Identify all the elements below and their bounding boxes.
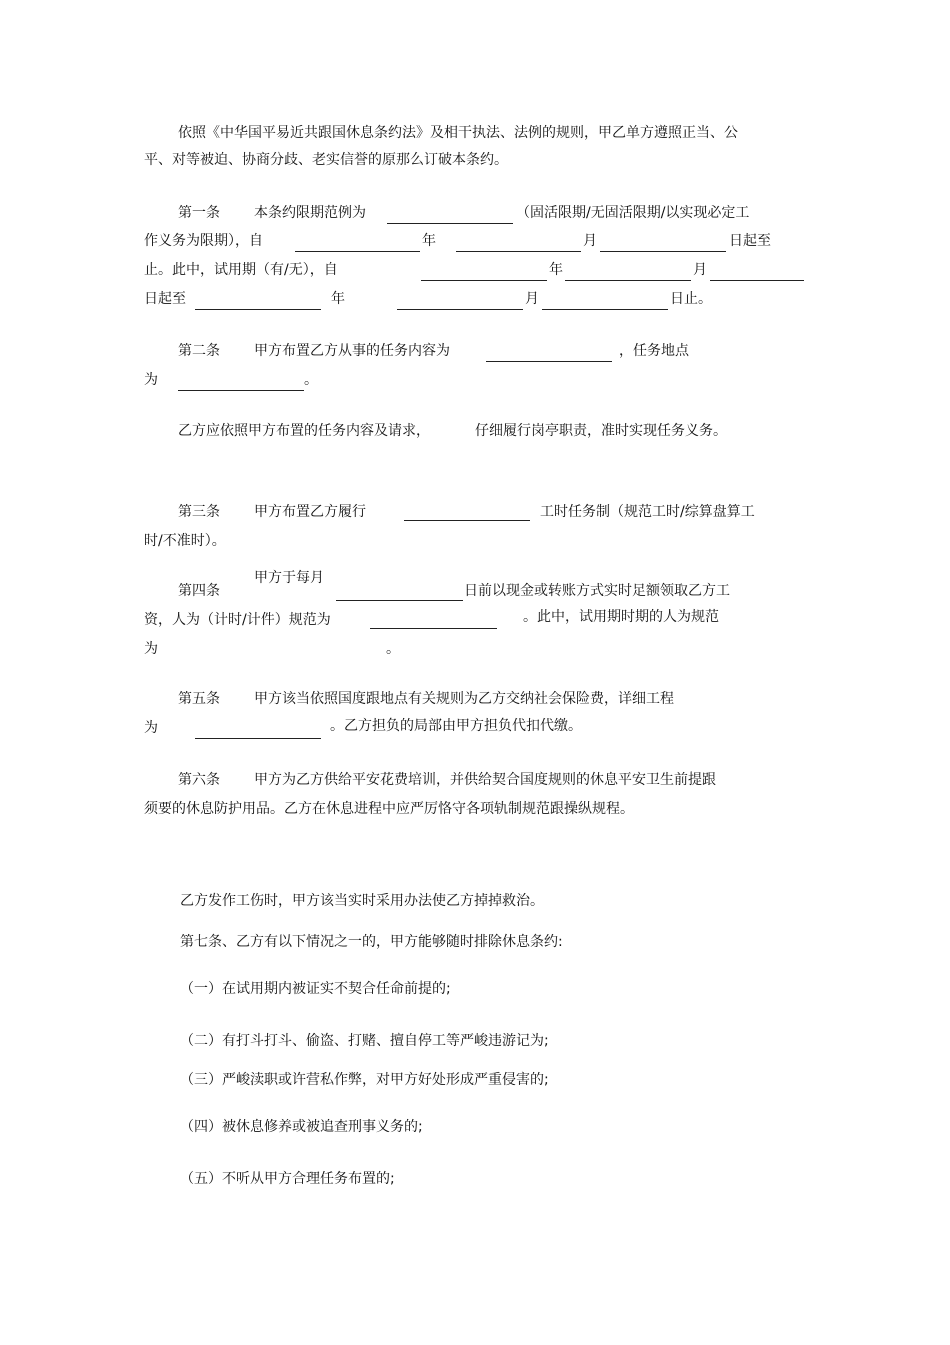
list-item: （五）不听从甲方合理任务布置的; (180, 1171, 395, 1187)
article-4-text-d: 。此中，试用期时期的人为规范 (523, 609, 719, 625)
blank-pay-day[interactable] (336, 600, 463, 601)
article-3-text-b: 工时任务制（规范工时/综算盘算工 (540, 504, 755, 520)
article-6-label: 第六条 (178, 772, 220, 788)
article-2-text-b: ，任务地点 (619, 343, 689, 359)
article-6-text-b: 须要的休息防护用品。乙方在休息进程中应严厉恪守各项轨制规范跟操纵规程。 (144, 801, 634, 817)
article-1-text-d: 日起至 (729, 233, 771, 249)
list-item: （三）严峻渎职或许营私作弊，对甲方好处形成严重侵害的; (180, 1072, 549, 1088)
blank-probation-end-day[interactable] (542, 309, 668, 310)
article-1-month: 月 (583, 233, 597, 249)
article-1-text-c: 作义务为限期），自 (144, 233, 263, 249)
list-item: （四）被休息修养或被追查刑事义务的; (180, 1119, 423, 1135)
article-5-label: 第五条 (178, 691, 220, 707)
article-1-year-3: 年 (331, 291, 345, 307)
blank-start-year[interactable] (295, 251, 420, 252)
blank-insurance-items[interactable] (195, 738, 321, 739)
blank-contract-term-type[interactable] (387, 223, 513, 224)
article-5-text-a: 甲方该当依照国度跟地点有关规则为乙方交纳社会保险费，详细工程 (254, 691, 674, 707)
article-2-text-c: 为 (144, 372, 158, 388)
blank-probation-start-day[interactable] (710, 280, 804, 281)
blank-probation-end-month[interactable] (397, 309, 523, 310)
article-1-label: 第一条 (178, 205, 220, 221)
article-5-text-c: 。乙方担负的局部由甲方担负代扣代缴。 (330, 718, 582, 734)
article-5-text-b: 为 (144, 720, 158, 736)
article-1-text-a: 本条约限期范例为 (254, 205, 366, 221)
article-4-label: 第四条 (178, 583, 220, 599)
article-1-month-3: 月 (525, 291, 539, 307)
blank-probation-start-year[interactable] (421, 280, 547, 281)
article-4-text-b: 日前以现金或转账方式实时足额领取乙方工 (464, 583, 730, 599)
blank-job-content[interactable] (486, 361, 612, 362)
article-2-para-2-b: 仔细履行岗亭职责，准时实现任务义务。 (475, 423, 727, 439)
article-4-text-e: 为 (144, 641, 158, 657)
blank-work-location[interactable] (178, 390, 304, 391)
article-2-label: 第二条 (178, 343, 220, 359)
blank-wage-standard[interactable] (370, 628, 497, 629)
article-1-year-2: 年 (549, 262, 563, 278)
article-1-year: 年 (422, 233, 436, 249)
article-3-text-a: 甲方布置乙方履行 (254, 504, 366, 520)
blank-probation-end-year[interactable] (195, 309, 321, 310)
article-1-text-b: （固活限期/无固活限期/以实现必定工 (516, 205, 750, 221)
article-2-text-a: 甲方布置乙方从事的任务内容为 (254, 343, 450, 359)
article-1-text-g: 日止。 (670, 291, 712, 307)
article-7-heading: 第七条、乙方有以下情况之一的，甲方能够随时排除休息条约: (180, 934, 563, 950)
article-1-month-2: 月 (693, 262, 707, 278)
article-4-text-a: 甲方于每月 (254, 570, 324, 586)
article-6-text-a: 甲方为乙方供给平安花费培训，并供给契合国度规则的休息平安卫生前提跟 (254, 772, 716, 788)
blank-start-month[interactable] (456, 251, 581, 252)
preamble-line-2: 平、对等被迫、协商分歧、老实信誉的原那么订破本条约。 (144, 152, 508, 168)
article-3-text-c: 时/不准时）。 (144, 533, 226, 549)
article-3-label: 第三条 (178, 504, 220, 520)
article-1-text-f: 日起至 (144, 291, 186, 307)
list-item: （一）在试用期内被证实不契合任命前提的; (180, 981, 451, 997)
article-1-text-e: 止。此中，试用期（有/无），自 (144, 262, 338, 278)
blank-probation-start-month[interactable] (565, 280, 691, 281)
list-item: （二）有打斗打斗、偷盗、打赌、擅自停工等严峻违游记为; (180, 1033, 549, 1049)
article-2-text-d: 。 (304, 372, 318, 388)
preamble-line-1: 依照《中华国平易近共跟国休息条约法》及相干执法、法例的规则，甲乙单方遵照正当、公 (178, 125, 738, 141)
article-4-text-c: 资，人为（计时/计件）规范为 (144, 612, 331, 628)
article-4-text-f: 。 (386, 641, 400, 657)
article-2-para-2-a: 乙方应依照甲方布置的任务内容及请求， (178, 423, 430, 439)
blank-start-day[interactable] (600, 251, 726, 252)
blank-working-hours-system[interactable] (404, 520, 530, 521)
article-6-text-c: 乙方发作工伤时，甲方该当实时采用办法使乙方掉掉救治。 (180, 893, 544, 909)
